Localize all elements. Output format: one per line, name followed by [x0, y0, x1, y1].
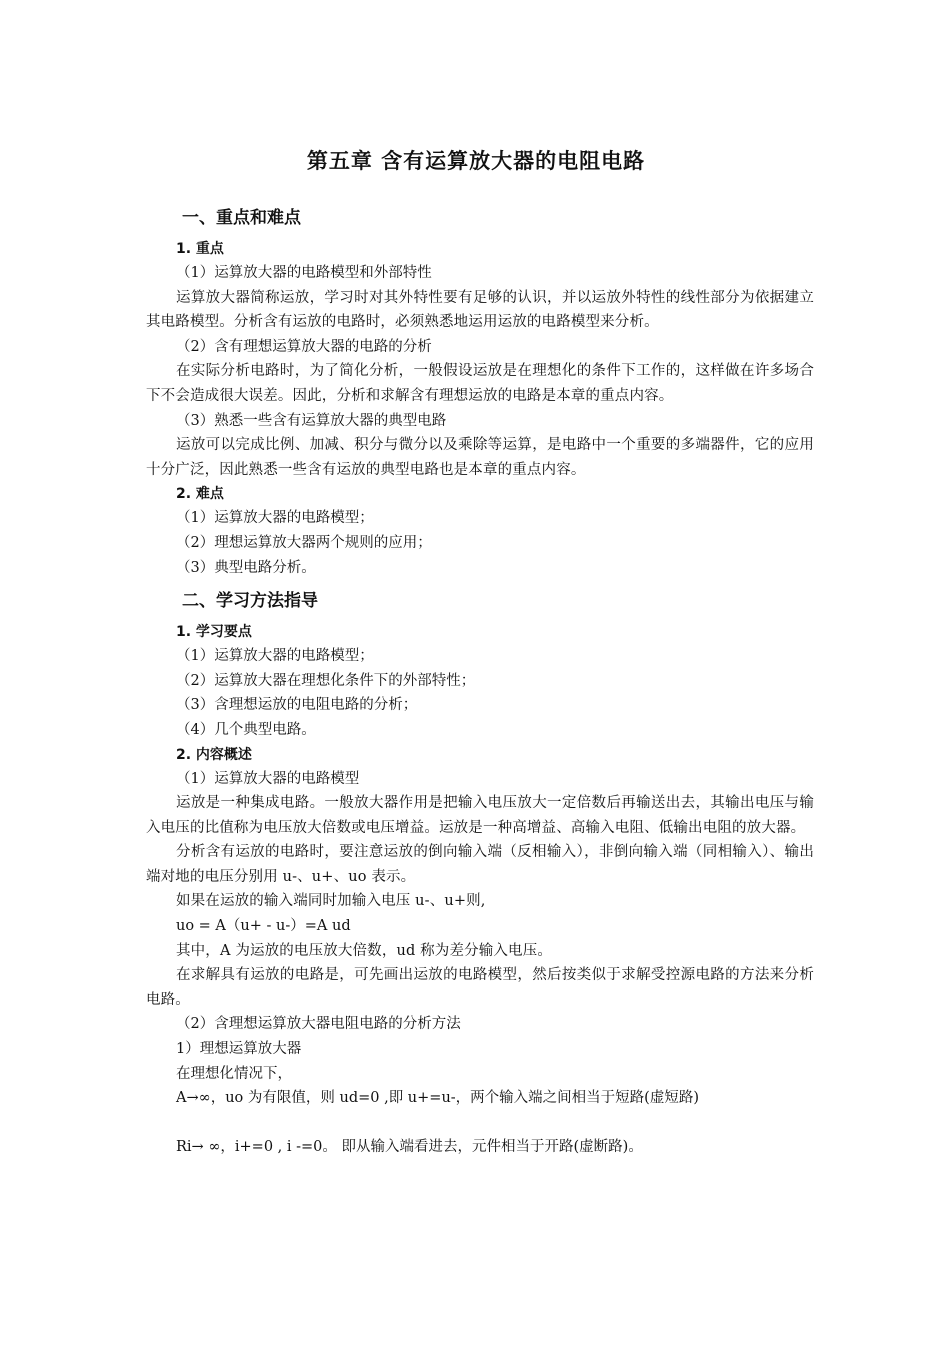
section-heading-2: 二、学习方法指导 [182, 591, 318, 612]
list-item: （1）运算放大器的电路模型和外部特性 [176, 265, 432, 281]
subsection-heading-study-points: 1. 学习要点 [176, 624, 252, 641]
subsection-heading-difficulties: 2. 难点 [176, 486, 224, 503]
paragraph: 如果在运放的输入端同时加输入电压 u-、u+则, [176, 893, 486, 910]
paragraph: 分析含有运放的电路时，要注意运放的倒向输入端（反相输入），非倒向输入端（同相输入）、输出端对地的电压分别用 u-、u+、uo 表示。 [146, 844, 814, 885]
formula: A→∞，uo 为有限值，则 ud=0 ,即 u+=u-，两个输入端之间相当于短路(虚短路) [176, 1090, 699, 1107]
subsection-heading-key-points: 1. 重点 [176, 241, 224, 257]
list-item: （2）理想运算放大器两个规则的应用； [176, 534, 432, 551]
paragraph: 运算放大器简称运放，学习时对其外特性要有足够的认识，并以运放外特性的线性部分为依据建立其电路模型。分析含有运放的电路时，必须熟悉地运用运放的电路模型来分析。 [146, 289, 814, 331]
list-item: （4）几个典型电路。 [176, 721, 316, 738]
section-heading-1: 一、重点和难点 [182, 208, 301, 228]
list-item: 1）理想运算放大器 [176, 1041, 302, 1058]
list-item: （1）运算放大器的电路模型 [176, 770, 360, 787]
list-item: （2）含有理想运算放大器的电路的分析 [176, 338, 432, 355]
list-item: （3）熟悉一些含有运算放大器的典型电路 [176, 412, 447, 429]
chapter-title: 第五章 含有运算放大器的电阻电路 [306, 149, 646, 173]
spacer [146, 1111, 814, 1135]
list-item: （2）运算放大器在理想化条件下的外部特性； [176, 672, 476, 689]
subsection-heading-overview: 2. 内容概述 [176, 746, 252, 763]
list-item: 在理想化情况下， [176, 1065, 292, 1082]
formula: Ri→ ∞，i+=0 , i -=0。 即从输入端看进去，元件相当于开路(虚断路)。 [176, 1138, 643, 1155]
paragraph: 运放是一种集成电路。一般放大器作用是把输入电压放大一定倍数后再输送出去，其输出电压与输入电压的比值称为电压放大倍数或电压增益。运放是一种高增益、高输入电阻、低输出电阻的放大器。 [146, 795, 814, 836]
paragraph: 在求解具有运放的电路是，可先画出运放的电路模型，然后按类似于求解受控源电路的方法来分析电路。 [146, 967, 814, 1008]
list-item: （1）运算放大器的电路模型； [176, 648, 374, 665]
document-body [146, 203, 814, 1159]
paragraph: 在实际分析电路时，为了简化分析，一般假设运放是在理想化的条件下工作的，这样做在许多场合下不会造成很大误差。因此，分析和求解含有理想运放的电路是本章的重点内容。 [146, 363, 814, 404]
list-item: （3）含理想运放的电阻电路的分析； [176, 697, 418, 714]
list-item: （1）运算放大器的电路模型； [176, 510, 374, 527]
list-item: （2）含理想运算放大器电阻电路的分析方法 [176, 1016, 461, 1033]
list-item: （3）典型电路分析。 [176, 559, 316, 576]
paragraph: 运放可以完成比例、加减、积分与微分以及乘除等运算，是电路中一个重要的多端器件，它的应用十分广泛，因此熟悉一些含有运放的典型电路也是本章的重点内容。 [146, 437, 814, 478]
paragraph: 其中，A 为运放的电压放大倍数，ud 称为差分输入电压。 [176, 942, 553, 959]
formula: uo = A（u+ - u-）=A ud [176, 918, 351, 935]
